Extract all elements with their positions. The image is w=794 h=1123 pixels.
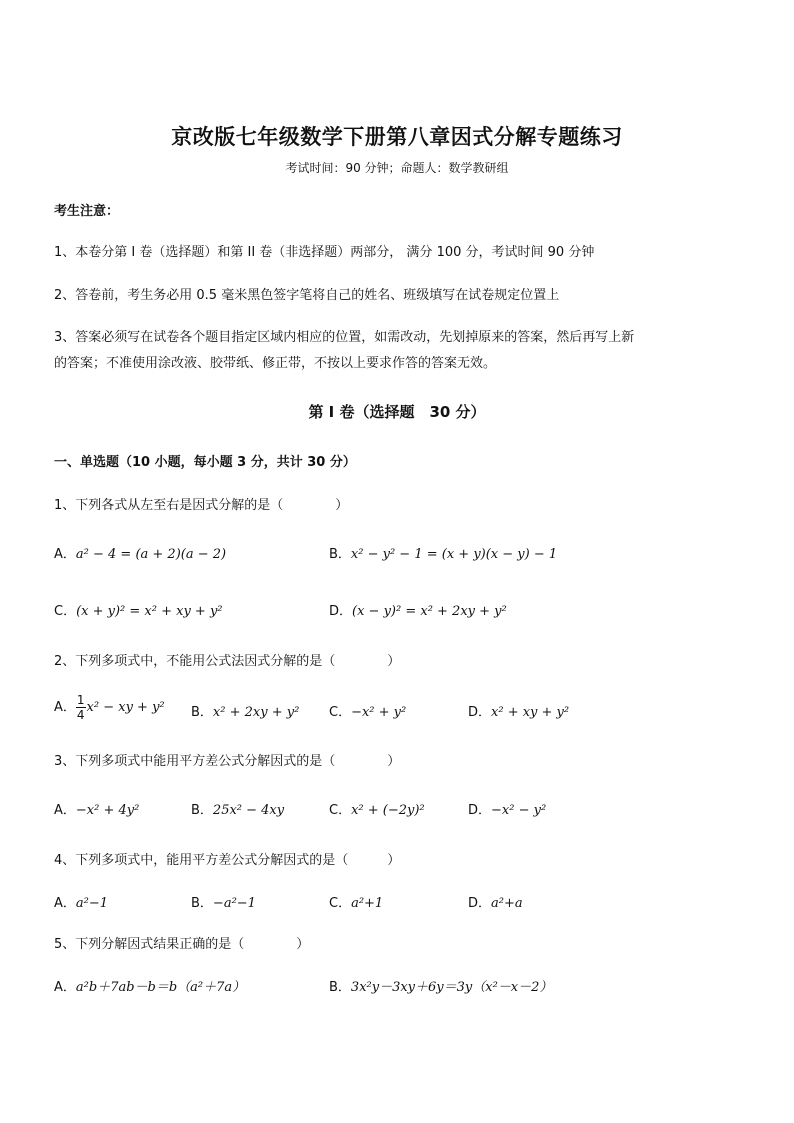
question-4-option-b[interactable] (191, 892, 256, 911)
notice-item-3-cont: 的答案；不准使用涂改液、胶带纸、修正带，不按以上要求作答的答案无效。 (54, 356, 497, 371)
option-formula: a²+a (491, 896, 523, 911)
notice-item-2: 2、答卷前，考生务必用 0.5 毫米黑色签字笔将自己的姓名、班级填写在试卷规定位置上 (54, 288, 560, 303)
fraction-numerator: 1 (76, 693, 85, 707)
option-formula: x² + xy + y² (491, 705, 570, 720)
question-1-option-a[interactable] (54, 543, 226, 562)
fraction-denominator: 4 (76, 708, 85, 722)
question-1-stem: 1、下列各式从左至右是因式分解的是（ ） (54, 498, 349, 513)
notice-item-3: 3、答案必须写在试卷各个题目指定区域内相应的位置，如需改动，先划掉原来的答案，然后再写上新 (54, 330, 635, 345)
question-4-option-d[interactable] (468, 892, 523, 911)
option-label: B． (191, 705, 213, 720)
option-label: A． (54, 980, 76, 995)
question-3-option-d[interactable] (468, 799, 546, 818)
question-3-option-c[interactable] (329, 799, 425, 818)
question-2-option-b[interactable] (191, 701, 299, 720)
option-formula: 3x²y－3xy＋6y＝3y（x²－x－2） (350, 980, 553, 995)
option-formula: (x − y)² = x² + 2xy + y² (352, 604, 507, 619)
option-label: D． (468, 803, 492, 818)
option-label: C． (329, 705, 352, 720)
option-label: D． (468, 896, 492, 911)
option-label: A． (54, 700, 76, 715)
option-formula: −x² − y² (491, 803, 547, 818)
question-2-stem: 2、下列多项式中，不能用公式法因式分解的是（ ） (54, 654, 401, 669)
question-1-option-b[interactable] (329, 543, 557, 562)
option-formula: −x² + 4y² (75, 803, 140, 818)
option-label: B． (191, 896, 213, 911)
question-2-option-d[interactable] (468, 701, 569, 720)
option-label: C． (54, 604, 77, 619)
page-title: 京改版七年级数学下册第八章因式分解专题练习 (171, 125, 623, 149)
option-label: D． (468, 705, 492, 720)
question-4-stem: 4、下列多项式中，能用平方差公式分解因式的是（ ） (54, 853, 401, 868)
question-4-option-c[interactable] (329, 892, 383, 911)
option-formula: −x² + y² (351, 705, 407, 720)
option-formula: a²+1 (351, 896, 384, 911)
option-label: B． (329, 547, 351, 562)
question-2-option-c[interactable] (329, 701, 406, 720)
option-formula: x² − xy + y² (86, 700, 165, 715)
option-formula: 25x² − 4xy (212, 803, 285, 818)
question-1-option-d[interactable] (329, 600, 507, 619)
option-label: B． (191, 803, 213, 818)
question-1-option-c[interactable] (54, 600, 223, 619)
option-formula: −a²−1 (212, 896, 256, 911)
option-formula: (x + y)² = x² + xy + y² (76, 604, 223, 619)
option-formula: a²−1 (75, 896, 109, 911)
notice-heading: 考生注意： (54, 204, 120, 219)
option-label: A． (54, 803, 76, 818)
option-formula: x² + (−2y)² (351, 803, 425, 818)
question-4-option-a[interactable] (54, 892, 108, 911)
notice-item-1: 1、本卷分第 I 卷（选择题）和第 II 卷（非选择题）两部分， 满分 100 分，考试时间 90 分钟 (54, 245, 595, 260)
option-label: D． (329, 604, 353, 619)
exam-info: 考试时间：90 分钟；命题人：数学教研组 (285, 161, 509, 175)
question-3-option-a[interactable] (54, 799, 139, 818)
fraction (76, 693, 86, 722)
section-title: 第 I 卷（选择题 30 分） (308, 403, 486, 421)
option-formula: x² + 2xy + y² (212, 705, 300, 720)
question-2-option-a[interactable] (54, 693, 165, 722)
question-5-stem: 5、下列分解因式结果正确的是（ ） (54, 937, 310, 952)
option-formula: x² − y² − 1 = (x + y)(x − y) − 1 (350, 547, 558, 562)
option-label: C． (329, 896, 352, 911)
part-heading: 一、单选题（10 小题，每小题 3 分，共计 30 分） (54, 455, 356, 470)
question-3-option-b[interactable] (191, 799, 284, 818)
option-formula: a²b＋7ab－b＝b（a²＋7a） (75, 980, 246, 995)
question-5-option-b[interactable] (329, 976, 552, 995)
option-formula: a² − 4 = (a + 2)(a − 2) (75, 547, 227, 562)
question-3-stem: 3、下列多项式中能用平方差公式分解因式的是（ ） (54, 754, 401, 769)
option-label: A． (54, 896, 76, 911)
question-5-option-a[interactable] (54, 976, 245, 995)
option-label: A． (54, 547, 76, 562)
option-label: C． (329, 803, 352, 818)
option-label: B． (329, 980, 351, 995)
